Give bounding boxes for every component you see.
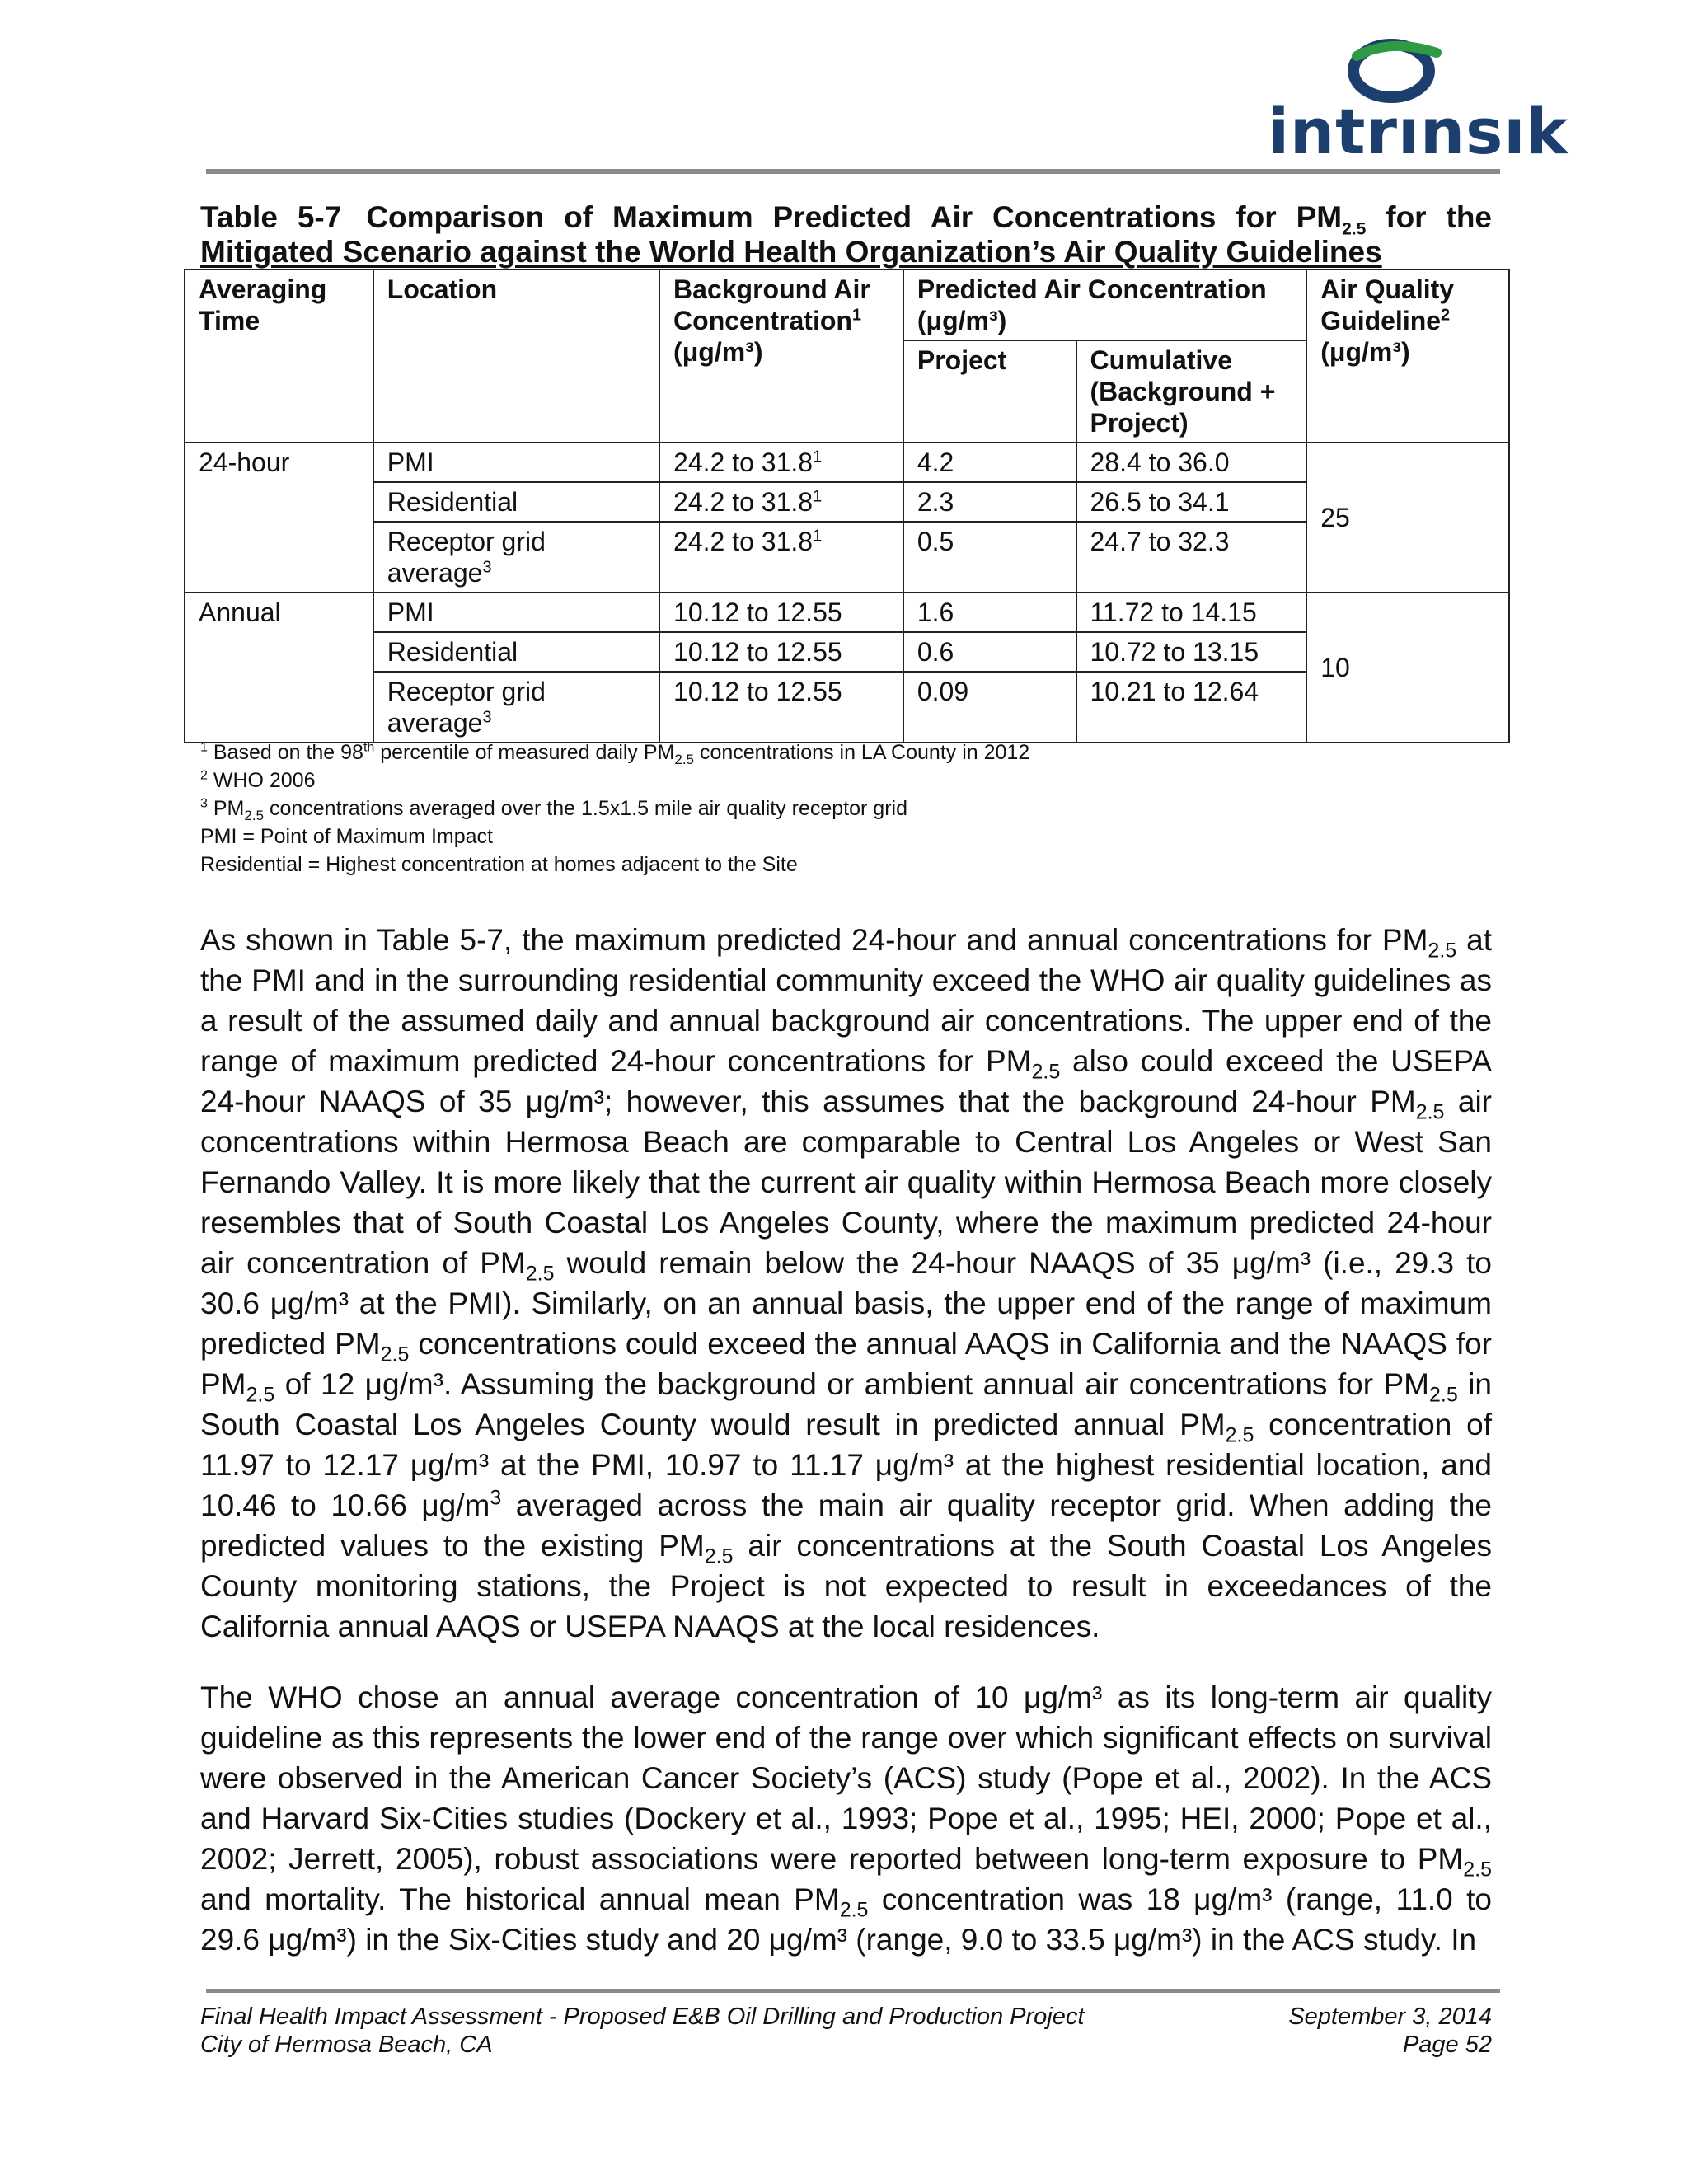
background-cell: 10.12 to 12.55: [659, 632, 903, 672]
table-row: [185, 593, 1509, 632]
header-project: Project: [903, 340, 1076, 443]
project-cell: 0.6: [903, 632, 1076, 672]
footer-rule: [206, 1989, 1500, 1993]
location-cell: Receptor grid average$^3$: [373, 672, 659, 743]
header-guideline: Air Quality Guideline$^2$ (μg/m³): [1306, 269, 1509, 443]
header-row-1: [185, 269, 1509, 340]
table-number: Table 5-7: [200, 200, 342, 234]
cumulative-cell: 24.7 to 32.3: [1076, 522, 1307, 593]
cumulative-cell: 10.72 to 13.15: [1076, 632, 1307, 672]
header-location: Location: [373, 269, 659, 443]
table-row: [185, 443, 1509, 482]
background-cell: 24.2 to 31.8$^1$: [659, 482, 903, 522]
project-cell: 1.6: [903, 593, 1076, 632]
project-cell: 0.09: [903, 672, 1076, 743]
location-cell: PMI: [373, 593, 659, 632]
project-cell: 2.3: [903, 482, 1076, 522]
location-cell: Residential: [373, 482, 659, 522]
table-notes: [200, 738, 1437, 879]
body-paragraph-2: The WHO chose an annual average concentration of 10 μg/m³ as its long-term air quality guideline as this represents the lower end of the range over which significant effects on survival were observed in the American Cancer Society’s (ACS) study (Pope et al., 2002). In the ACS and Harvard Six-Cities studies (Dockery et al., 1993; Pope et al., 1995; HEI, 2000; Pope et al., 2002; Jerrett, 2005), robust associations were reported between long-term exposure to $PM_{2.5}$ and mortality. The historical annual mean $PM_{2.5}$ concentration was 18 μg/m³ (range, 11.0 to 29.6 μg/m³) in the Six-Cities study and 20 μg/m³ (range, 9.0 to 33.5 μg/m³) in the ACS study. In: [200, 1680, 1493, 1957]
header-background: Background Air Concentration$^1$ (μg/m³): [659, 269, 903, 443]
guideline-cell: 10: [1306, 593, 1509, 743]
project-cell: 0.5: [903, 522, 1076, 593]
footer-title: Final Health Impact Assessment - Proposed E&B Oil Drilling and Production Project: [200, 2004, 1085, 2030]
note-pmi: PMI = Point of Maximum Impact: [200, 825, 493, 848]
guideline-cell: 25: [1306, 443, 1509, 593]
header-cumulative: Cumulative (Background + Project): [1076, 340, 1307, 443]
footer-page-number: Page 52: [1402, 2032, 1492, 2058]
header-averaging-time: Averaging Time: [185, 269, 373, 443]
background-cell: 24.2 to 31.8$^1$: [659, 443, 903, 482]
cumulative-cell: 28.4 to 36.0: [1076, 443, 1307, 482]
project-cell: 4.2: [903, 443, 1076, 482]
background-cell: 10.12 to 12.55: [659, 672, 903, 743]
note-residential: Residential = Highest concentration at homes adjacent to the Site: [200, 853, 798, 876]
footer-date: September 3, 2014: [1288, 2004, 1492, 2030]
cumulative-cell: 10.21 to 12.64: [1076, 672, 1307, 743]
averaging-time-cell: 24-hour: [185, 443, 373, 593]
location-cell: Receptor grid average$^3$: [373, 522, 659, 593]
header-predicted: Predicted Air Concentration (μg/m³): [903, 269, 1306, 340]
footnote-3: $^3$ $PM_{2.5}$ concentrations averaged over the 1.5x1.5 mile air quality receptor grid: [200, 796, 907, 823]
intrinsik-logo: [1268, 31, 1568, 168]
cumulative-cell: 11.72 to 14.15: [1076, 593, 1307, 632]
location-cell: Residential: [373, 632, 659, 672]
cumulative-cell: 26.5 to 34.1: [1076, 482, 1307, 522]
background-cell: 24.2 to 31.8$^1$: [659, 522, 903, 593]
caption-line-1: Table 5-7 Comparison of Maximum Predicted Air Concentrations for $PM_{2.5}$ for the: [200, 200, 1493, 239]
caption-line-2: Mitigated Scenario against the World Health Organization’s Air Quality Guidelines: [200, 235, 1382, 269]
page-footer: [200, 2003, 1492, 2059]
location-cell: PMI: [373, 443, 659, 482]
header-rule: [206, 169, 1500, 174]
footnote-2: $^2$ WHO 2006: [200, 768, 316, 792]
footnote-1: $^1$ Based on the 98th percentile of measured daily $PM_{2.5}$ concentrations in LA County in 2012: [200, 740, 1030, 767]
background-cell: 10.12 to 12.55: [659, 593, 903, 632]
comparison-table: [184, 269, 1510, 743]
footer-city: City of Hermosa Beach, CA: [200, 2032, 493, 2058]
body-paragraph-1: As shown in Table 5-7, the maximum predicted 24-hour and annual concentrations for $PM_{2.5}$ at the PMI and in the surrounding residential community exceed the WHO air quality guidelines as a result of the assumed daily and annual background air concentrations. The upper end of the range of maximum predicted 24-hour concentrations for $PM_{2.5}$ also could exceed the USEPA 24-hour NAAQS of 35 μg/m³; however, this assumes that the background 24-hour $PM_{2.5}$ air concentrations within Hermosa Beach are comparable to Central Los Angeles or West San Fernando Valley. It is more likely that the current air quality within Hermosa Beach more closely resembles that of South Coastal Los Angeles County, where the maximum predicted 24-hour air concentration of $PM_{2.5}$ would remain below the 24-hour NAAQS of 35 μg/m³ (i.e., 29.3 to 30.6 μg/m³ at the PMI). Similarly, on an annual basis, the upper end of the range of maximum predicted $PM_{2.5}$ concentrations could exceed the annual AAQS in California and the NAAQS for $PM_{2.5}$ of 12 μg/m³. Assuming the background or ambient annual air concentrations for $PM_{2.5}$ in South Coastal Los Angeles County would result in predicted annual $PM_{2.5}$ concentration of 11.97 to 12.17 μg/m³ at the PMI, 10.97 to 11.17 μg/m³ at the highest residential location, and 10.46 to 10.66 $\mu g/m^3$ averaged across the main air quality receptor grid. When adding the predicted values to the existing $PM_{2.5}$ air concentrations at the South Coastal Los Angeles County monitoring stations, the Project is not expected to result in exceedances of the California annual AAQS or USEPA NAAQS at the local residences.: [200, 923, 1493, 1643]
averaging-time-cell: Annual: [185, 593, 373, 743]
logo-wordmark: intrınsık: [1268, 95, 1568, 168]
table-caption: [200, 200, 1492, 269]
